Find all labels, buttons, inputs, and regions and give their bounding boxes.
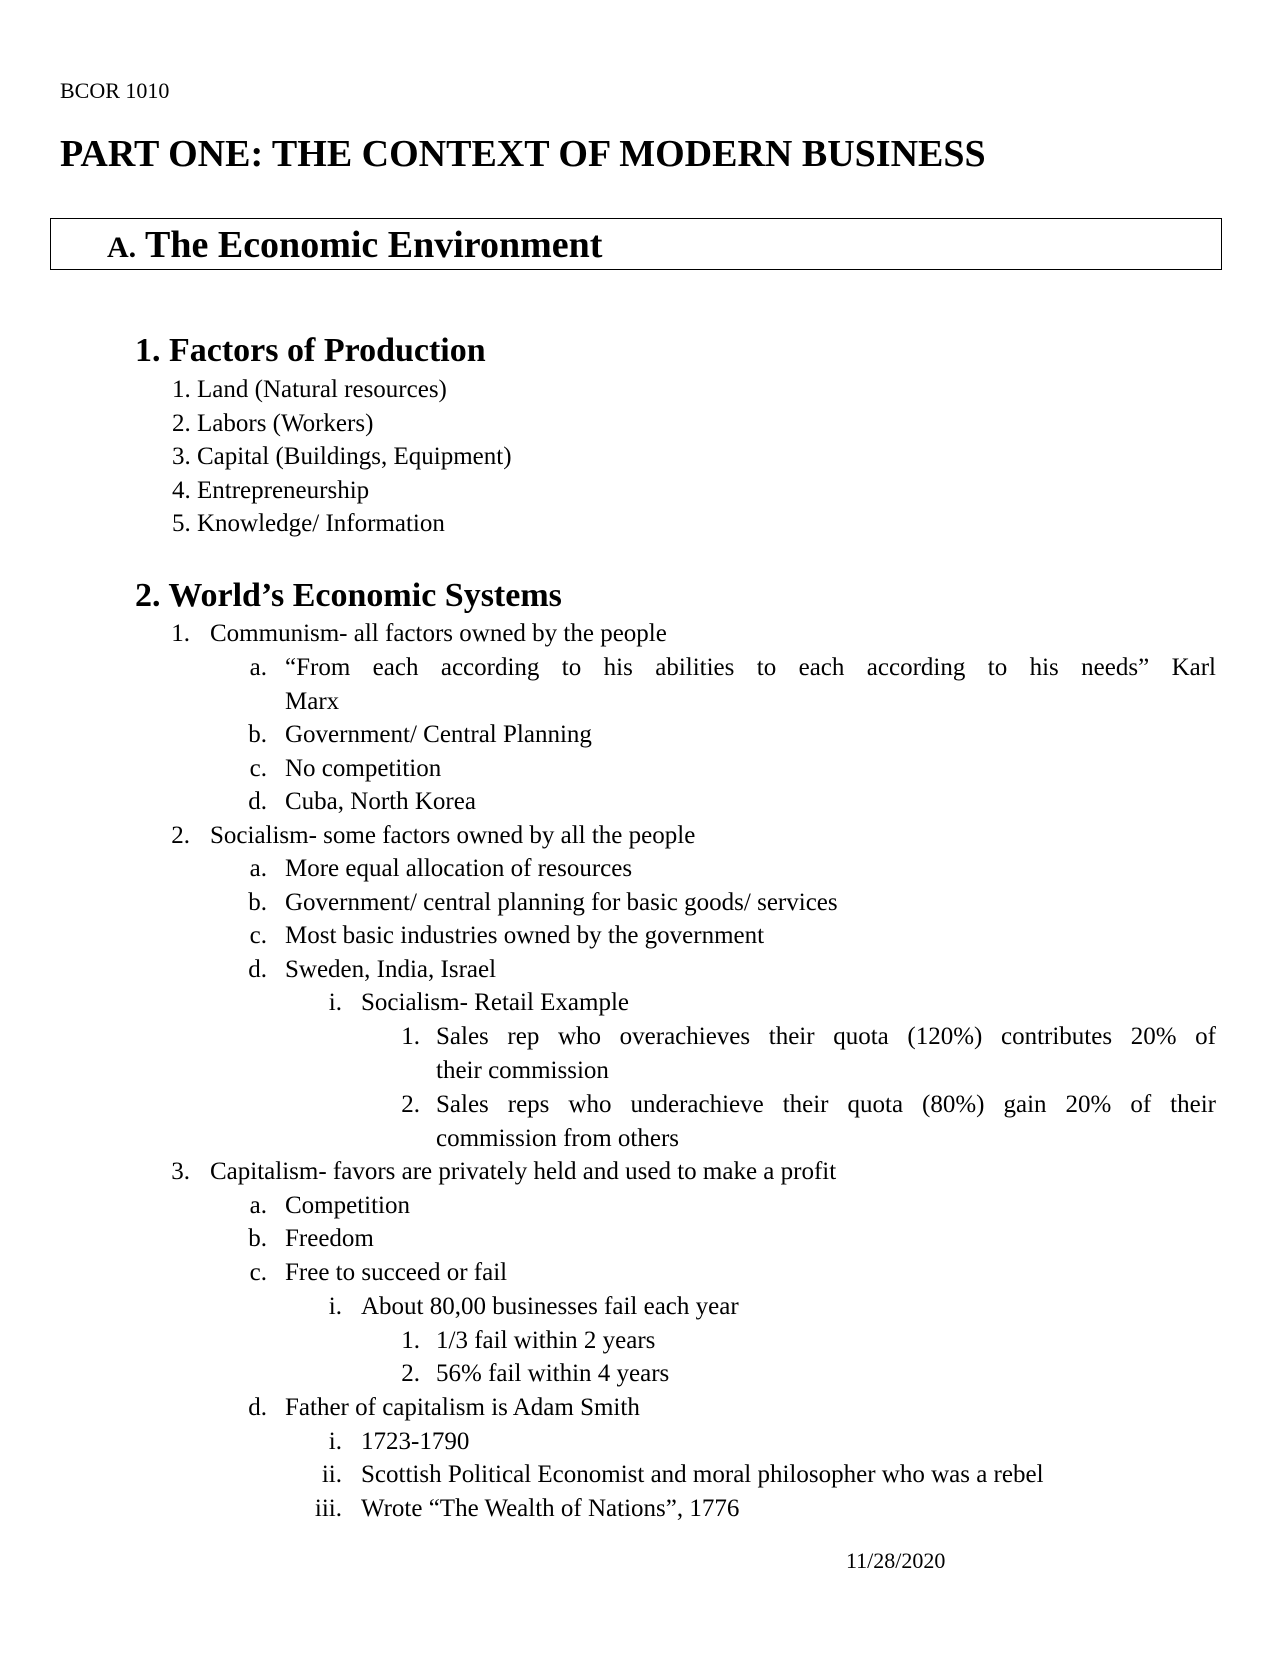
list-letter: c. [249, 922, 267, 949]
list-item: 56% fail within 4 years [436, 1360, 670, 1387]
capitalism-label: Capitalism- favors are privately held and used to make a profit [210, 1158, 837, 1185]
list-letter: b. [248, 889, 267, 916]
footer-date: 11/28/2020 [846, 1548, 946, 1573]
list-item: 5. Knowledge/ Information [172, 510, 445, 537]
list-item: 3. Capital (Buildings, Equipment) [172, 443, 512, 470]
list-item: Father of capitalism is Adam Smith [285, 1394, 640, 1421]
list-roman: i. [328, 1428, 342, 1455]
list-item: 1. Land (Natural resources) [172, 376, 447, 403]
list-item: Most basic industries owned by the government [285, 922, 765, 949]
list-item-continued: commission from others [436, 1125, 680, 1152]
list-letter: d. [248, 788, 267, 815]
list-item: About 80,00 businesses fail each year [361, 1293, 739, 1320]
list-number: 3. [171, 1158, 190, 1185]
systems-heading: 2. World’s Economic Systems [135, 577, 562, 614]
section-box [50, 218, 1222, 270]
section-heading [107, 223, 602, 267]
list-item: Free to succeed or fail [285, 1259, 508, 1286]
course-code: BCOR 1010 [60, 78, 170, 103]
section-title: The Economic Environment [145, 224, 603, 266]
list-letter: b. [248, 721, 267, 748]
list-item: Scottish Political Economist and moral philosopher who was a rebel [361, 1461, 1044, 1488]
list-item: More equal allocation of resources [285, 855, 633, 882]
list-item: No competition [285, 755, 442, 782]
list-item: Socialism- Retail Example [361, 989, 629, 1016]
list-item: 1/3 fail within 2 years [436, 1327, 656, 1354]
list-number: 1. [171, 620, 190, 647]
list-item: Sweden, India, Israel [285, 956, 497, 983]
list-item: Competition [285, 1192, 410, 1219]
list-letter: a. [249, 1192, 267, 1219]
list-item: Wrote “The Wealth of Nations”, 1776 [361, 1495, 740, 1522]
list-item: Government/ central planning for basic goods/ services [285, 889, 838, 916]
communism-label: Communism- all factors owned by the people [210, 620, 667, 647]
list-letter: d. [248, 956, 267, 983]
list-letter: d. [248, 1394, 267, 1421]
list-item: Sales reps who underachieve their quota (80%) gain 20% of their [436, 1091, 1216, 1118]
list-item: 1723-1790 [361, 1428, 470, 1455]
list-letter: b. [248, 1225, 267, 1252]
list-letter: c. [249, 755, 267, 782]
list-number: 2. [401, 1360, 420, 1387]
list-item: Freedom [285, 1225, 374, 1252]
list-item-continued: Marx [285, 688, 340, 715]
list-letter: a. [249, 855, 267, 882]
list-roman: ii. [321, 1461, 342, 1488]
list-item: 4. Entrepreneurship [172, 477, 370, 504]
section-letter: A. [107, 231, 137, 264]
list-item: Government/ Central Planning [285, 721, 592, 748]
list-letter: c. [249, 1259, 267, 1286]
list-item: “From each according to his abilities to each according to his needs” Karl [285, 654, 1216, 681]
list-number: 2. [401, 1091, 420, 1118]
list-number: 1. [401, 1327, 420, 1354]
factors-heading: 1. Factors of Production [135, 332, 486, 369]
list-item-continued: their commission [436, 1057, 609, 1084]
list-roman: iii. [314, 1495, 342, 1522]
list-roman: i. [328, 989, 342, 1016]
list-roman: i. [328, 1293, 342, 1320]
list-number: 2. [171, 822, 190, 849]
list-letter: a. [249, 654, 267, 681]
list-item: Cuba, North Korea [285, 788, 476, 815]
list-number: 1. [401, 1023, 420, 1050]
list-item: Sales rep who overachieves their quota (120%) contributes 20% of [436, 1023, 1216, 1050]
list-item: 2. Labors (Workers) [172, 410, 374, 437]
socialism-label: Socialism- some factors owned by all the people [210, 822, 696, 849]
part-title: PART ONE: THE CONTEXT OF MODERN BUSINESS [60, 133, 986, 175]
